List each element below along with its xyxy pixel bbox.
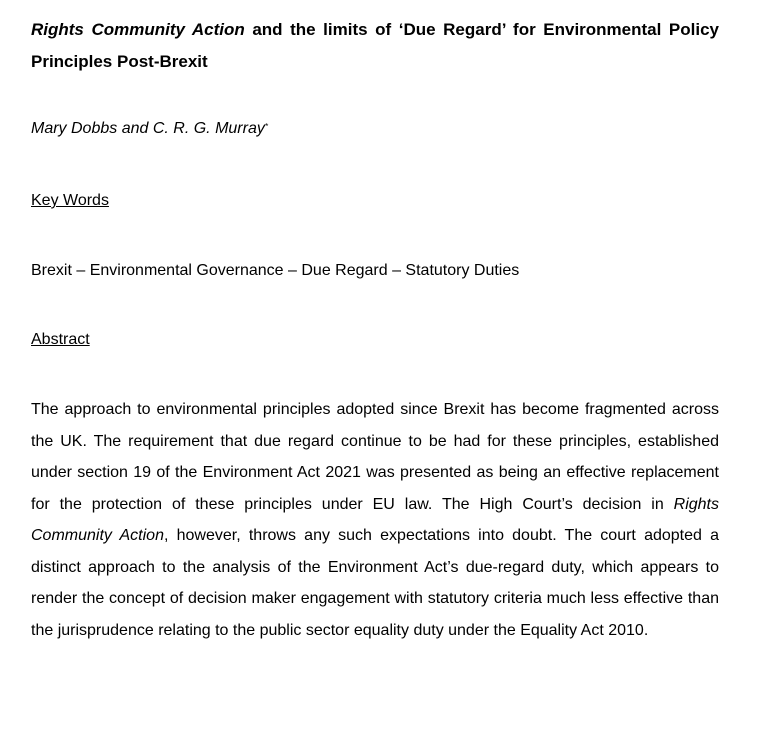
abstract-text-part2: , however, throws any such expectations into doubt. The court adopted a distinct approach to the analysis of the Environment Act’s due-regard duty, which appears to render the concept of decision maker engagement with statutory criteria much less effective than the jurisprudence relating to the public sector equality duty under the Equality Act 2010. — [31, 527, 719, 639]
author-names: Mary Dobbs and C. R. G. Murray — [31, 120, 265, 137]
abstract-text-part1: The approach to environmental principles adopted since Brexit has become fragmented across the UK. The requirement that due regard continue to be had for these principles, established under section 19 of the Environment Act 2021 was presented as being an effective replacement for the protection of these principles under EU law. The High Court’s decision in — [31, 401, 719, 513]
abstract-body — [31, 394, 719, 646]
author-line — [31, 118, 268, 140]
article-title-rest: and the limits of ‘Due Regard’ for Environmental Policy Principles Post-Brexit — [31, 20, 719, 71]
article-title — [31, 14, 719, 78]
article-title-case-name: Rights Community Action — [31, 20, 245, 39]
key-words-heading: Key Words — [31, 192, 109, 209]
abstract-case-name: Rights Community Action — [31, 495, 719, 544]
abstract-heading: Abstract — [31, 331, 90, 348]
author-footnote-marker: * — [264, 122, 268, 131]
key-words-list: Brexit – Environmental Governance – Due Regard – Statutory Duties — [31, 262, 520, 279]
